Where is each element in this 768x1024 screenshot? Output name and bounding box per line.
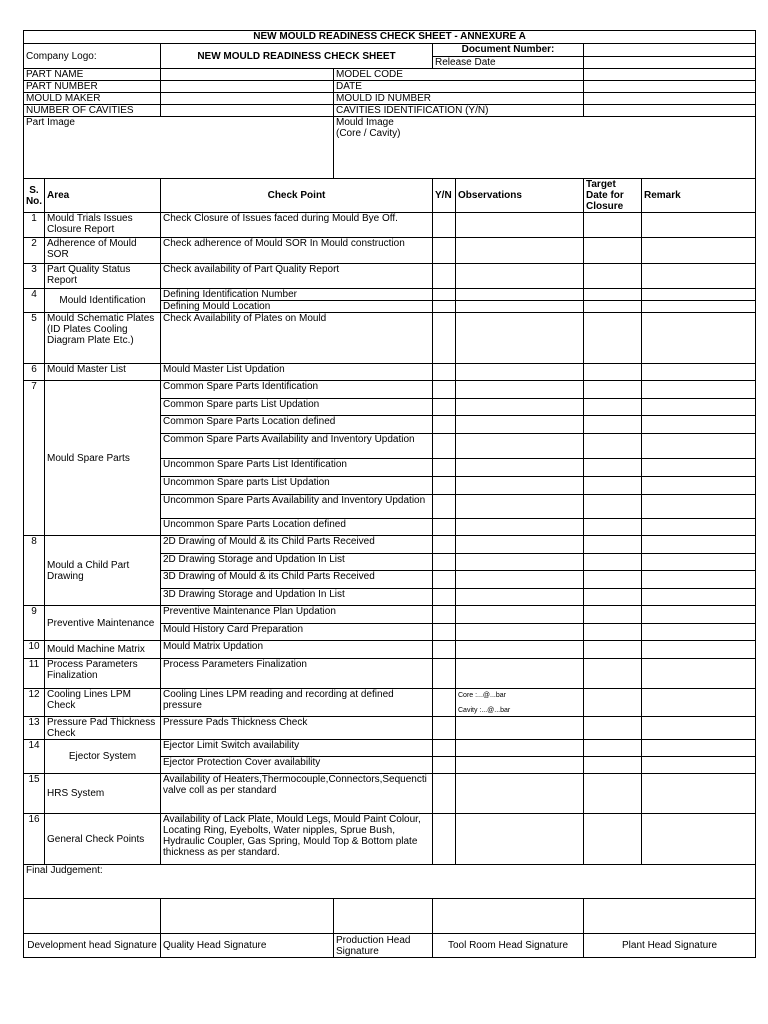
row-check-point: Pressure Pads Thickness Check [161, 717, 433, 740]
row-sno: 10 [24, 641, 45, 659]
document-number-value[interactable] [584, 44, 756, 57]
row-observations-cell[interactable] [456, 459, 584, 477]
check-row [24, 717, 756, 740]
check-sheet-table [23, 30, 756, 958]
cavities-identification-label: CAVITIES IDENTIFICATION (Y/N) [334, 105, 584, 117]
row-area: Pressure Pad Thickness Check [45, 717, 161, 740]
check-row [24, 689, 756, 717]
row-check-point: Uncommon Spare parts List Updation [161, 477, 433, 495]
row-check-point: Mould Matrix Updation [161, 641, 433, 659]
row-observations-cell[interactable] [456, 659, 584, 689]
row-yn-cell[interactable] [433, 641, 456, 659]
col-header-remark: Remark [642, 179, 756, 213]
row-check-point: Mould Master List Updation [161, 364, 433, 381]
row-observations-cell[interactable] [456, 774, 584, 814]
row-yn-cell[interactable] [433, 495, 456, 519]
row-area: Mould Trials Issues Closure Report [45, 213, 161, 238]
row-observations-cell[interactable] [456, 624, 584, 641]
row-remark-cell[interactable] [642, 459, 756, 477]
row-target-date-cell[interactable] [584, 313, 642, 364]
row-yn-cell[interactable] [433, 717, 456, 740]
row-remark-cell[interactable] [642, 641, 756, 659]
part-number-label: PART NUMBER [24, 81, 161, 93]
col-header-target-date: Target Date for Closure [584, 179, 642, 213]
row-yn-cell[interactable] [433, 740, 456, 757]
row-observations-cell[interactable] [456, 641, 584, 659]
row-check-point: Common Spare Parts Availability and Inventory Updation [161, 434, 433, 459]
row-target-date-cell[interactable] [584, 717, 642, 740]
row-area: Mould Machine Matrix [45, 641, 161, 659]
row-sno: 11 [24, 659, 45, 689]
row-area: Adherence of Mould SOR [45, 238, 161, 264]
check-row [24, 814, 756, 865]
check-row [24, 213, 756, 238]
row-check-point: Defining Mould Location [161, 301, 433, 313]
signature-space-plant[interactable] [584, 899, 756, 934]
row-observations-cell[interactable] [456, 519, 584, 536]
row-yn-cell[interactable] [433, 606, 456, 624]
observation-note: Core :...@...bar [458, 691, 506, 699]
number-of-cavities-value[interactable] [161, 105, 334, 117]
mould-image-area[interactable] [334, 117, 756, 179]
row-target-date-cell[interactable] [584, 213, 642, 238]
row-yn-cell[interactable] [433, 689, 456, 717]
row-area: Part Quality Status Report [45, 264, 161, 289]
row-check-point: Uncommon Spare Parts Location defined [161, 519, 433, 536]
row-check-point: Check adherence of Mould SOR In Mould construction [161, 238, 433, 264]
row-area: Preventive Maintenance [45, 606, 161, 641]
row-target-date-cell[interactable] [584, 536, 642, 554]
row-yn-cell[interactable] [433, 571, 456, 589]
row-remark-cell[interactable] [642, 757, 756, 774]
row-sno: 9 [24, 606, 45, 641]
row-observations-cell[interactable] [456, 740, 584, 757]
row-target-date-cell[interactable] [584, 519, 642, 536]
col-header-observations: Observations [456, 179, 584, 213]
row-sno: 6 [24, 364, 45, 381]
row-sno: 3 [24, 264, 45, 289]
row-target-date-cell[interactable] [584, 399, 642, 416]
row-observations-cell[interactable] [456, 495, 584, 519]
row-observations-cell[interactable] [456, 814, 584, 865]
row-target-date-cell[interactable] [584, 774, 642, 814]
row-sno: 5 [24, 313, 45, 364]
row-check-point: Mould History Card Preparation [161, 624, 433, 641]
row-area: Mould a Child Part Drawing [45, 536, 161, 606]
row-check-point: Defining Identification Number [161, 289, 433, 301]
check-row [24, 641, 756, 659]
row-check-point: Uncommon Spare Parts Availability and Inventory Updation [161, 495, 433, 519]
row-observations-cell[interactable] [456, 313, 584, 364]
row-yn-cell[interactable] [433, 459, 456, 477]
mould-maker-label: MOULD MAKER [24, 93, 161, 105]
mould-maker-value[interactable] [161, 93, 334, 105]
row-area: HRS System [45, 774, 161, 814]
sheet-name: NEW MOULD READINESS CHECK SHEET [161, 44, 433, 69]
row-observations-cell[interactable] [456, 264, 584, 289]
check-row [24, 536, 756, 554]
check-sheet [23, 30, 755, 958]
check-row [24, 774, 756, 814]
row-target-date-cell[interactable] [584, 641, 642, 659]
row-observations-cell[interactable] [456, 416, 584, 434]
signature-space-production[interactable] [334, 899, 433, 934]
check-row [24, 264, 756, 289]
check-row [24, 740, 756, 757]
row-target-date-cell[interactable] [584, 495, 642, 519]
row-remark-cell[interactable] [642, 434, 756, 459]
row-yn-cell[interactable] [433, 434, 456, 459]
row-target-date-cell[interactable] [584, 659, 642, 689]
signature-space-tool-room[interactable] [433, 899, 584, 934]
row-observations-cell[interactable] [456, 213, 584, 238]
row-yn-cell[interactable] [433, 554, 456, 571]
release-date-label: Release Date [433, 57, 584, 69]
row-remark-cell[interactable] [642, 814, 756, 865]
row-yn-cell[interactable] [433, 659, 456, 689]
row-target-date-cell[interactable] [584, 301, 642, 313]
sheet-title: NEW MOULD READINESS CHECK SHEET - ANNEXURE A [24, 31, 756, 44]
row-check-point: Process Parameters Finalization [161, 659, 433, 689]
row-remark-cell[interactable] [642, 495, 756, 519]
row-yn-cell[interactable] [433, 774, 456, 814]
col-header-check-point: Check Point [161, 179, 433, 213]
row-remark-cell[interactable] [642, 536, 756, 554]
row-sno: 2 [24, 238, 45, 264]
row-check-point: Availability of Lack Plate, Mould Legs, Mould Paint Colour, Locating Ring, Eyebolts, Water nipples, Sprue Bush, Hydraulic Coupler, Gas Spring, Mould Top & Bottom plate thickness as per standard. [161, 814, 433, 865]
row-target-date-cell[interactable] [584, 554, 642, 571]
signature-space-development[interactable] [24, 899, 161, 934]
signature-tool-room: Tool Room Head Signature [433, 934, 584, 958]
row-target-date-cell[interactable] [584, 589, 642, 606]
row-target-date-cell[interactable] [584, 416, 642, 434]
row-check-point: Cooling Lines LPM reading and recording at defined pressure [161, 689, 433, 717]
row-target-date-cell[interactable] [584, 364, 642, 381]
row-yn-cell[interactable] [433, 264, 456, 289]
row-area: Process Parameters Finalization [45, 659, 161, 689]
check-row [24, 313, 756, 364]
signature-quality: Quality Head Signature [161, 934, 334, 958]
row-observations-cell[interactable] [456, 364, 584, 381]
row-yn-cell[interactable] [433, 301, 456, 313]
row-sno: 16 [24, 814, 45, 865]
row-yn-cell[interactable] [433, 624, 456, 641]
row-yn-cell[interactable] [433, 536, 456, 554]
row-sno: 8 [24, 536, 45, 606]
row-observations-cell[interactable] [456, 399, 584, 416]
row-target-date-cell[interactable] [584, 740, 642, 757]
col-header-area: Area [45, 179, 161, 213]
model-code-value[interactable] [584, 69, 756, 81]
row-area: Mould Identification [45, 289, 161, 313]
row-target-date-cell[interactable] [584, 606, 642, 624]
signature-development: Development head Signature [24, 934, 161, 958]
row-target-date-cell[interactable] [584, 381, 642, 399]
row-area: Mould Spare Parts [45, 381, 161, 536]
row-area: Ejector System [45, 740, 161, 774]
row-target-date-cell[interactable] [584, 264, 642, 289]
signature-space-quality[interactable] [161, 899, 334, 934]
company-logo-label: Company Logo: [24, 44, 161, 69]
check-row [24, 238, 756, 264]
row-yn-cell[interactable] [433, 519, 456, 536]
row-area: General Check Points [45, 814, 161, 865]
row-yn-cell[interactable] [433, 381, 456, 399]
check-row [24, 659, 756, 689]
row-sno: 4 [24, 289, 45, 313]
row-remark-cell[interactable] [642, 571, 756, 589]
release-date-value[interactable] [584, 57, 756, 69]
check-row [24, 381, 756, 399]
part-name-label: PART NAME [24, 69, 161, 81]
row-target-date-cell[interactable] [584, 238, 642, 264]
row-observations-cell[interactable] [456, 757, 584, 774]
row-remark-cell[interactable] [642, 774, 756, 814]
row-target-date-cell[interactable] [584, 289, 642, 301]
row-area: Cooling Lines LPM Check [45, 689, 161, 717]
row-sno: 1 [24, 213, 45, 238]
part-image-label: Part Image [26, 117, 75, 128]
mould-image-label: Mould Image [336, 117, 394, 128]
row-observations-cell[interactable] [456, 606, 584, 624]
row-observations-cell[interactable] [456, 477, 584, 495]
check-row [24, 289, 756, 301]
row-observations-cell[interactable] [456, 301, 584, 313]
row-remark-cell[interactable] [642, 264, 756, 289]
row-check-point: 2D Drawing Storage and Updation In List [161, 554, 433, 571]
row-remark-cell[interactable] [642, 381, 756, 399]
final-judgement-label: Final Judgement: [26, 865, 103, 876]
final-judgement[interactable] [24, 865, 756, 899]
row-check-point: Common Spare Parts Location defined [161, 416, 433, 434]
row-check-point: Preventive Maintenance Plan Updation [161, 606, 433, 624]
row-check-point: Common Spare Parts Identification [161, 381, 433, 399]
row-sno: 15 [24, 774, 45, 814]
check-row [24, 606, 756, 624]
row-remark-cell[interactable] [642, 589, 756, 606]
row-remark-cell[interactable] [642, 717, 756, 740]
row-yn-cell[interactable] [433, 313, 456, 364]
row-remark-cell[interactable] [642, 659, 756, 689]
row-check-point: Check Closure of Issues faced during Mould Bye Off. [161, 213, 433, 238]
row-yn-cell[interactable] [433, 213, 456, 238]
date-label: DATE [334, 81, 584, 93]
row-observations-cell[interactable] [456, 689, 584, 717]
row-target-date-cell[interactable] [584, 624, 642, 641]
row-remark-cell[interactable] [642, 554, 756, 571]
number-of-cavities-label: NUMBER OF CAVITIES [24, 105, 161, 117]
row-target-date-cell[interactable] [584, 459, 642, 477]
row-yn-cell[interactable] [433, 289, 456, 301]
row-remark-cell[interactable] [642, 213, 756, 238]
date-value[interactable] [584, 81, 756, 93]
row-area: Mould Schematic Plates (ID Plates Cooling Diagram Plate Etc.) [45, 313, 161, 364]
observation-note: Cavity :...@...bar [458, 706, 511, 714]
row-remark-cell[interactable] [642, 313, 756, 364]
row-remark-cell[interactable] [642, 519, 756, 536]
row-yn-cell[interactable] [433, 416, 456, 434]
row-yn-cell[interactable] [433, 399, 456, 416]
row-observations-cell[interactable] [456, 589, 584, 606]
row-check-point: Check availability of Part Quality Report [161, 264, 433, 289]
row-yn-cell[interactable] [433, 757, 456, 774]
row-observations-cell[interactable] [456, 717, 584, 740]
mould-image-sublabel: (Core / Cavity) [336, 128, 401, 139]
row-remark-cell[interactable] [642, 689, 756, 717]
row-remark-cell[interactable] [642, 740, 756, 757]
row-check-point: 2D Drawing of Mould & its Child Parts Received [161, 536, 433, 554]
row-check-point: Ejector Limit Switch availability [161, 740, 433, 757]
row-target-date-cell[interactable] [584, 689, 642, 717]
row-observations-cell[interactable] [456, 289, 584, 301]
part-name-value[interactable] [161, 69, 334, 81]
mould-id-number-value[interactable] [584, 93, 756, 105]
row-sno: 13 [24, 717, 45, 740]
cavities-identification-value[interactable] [584, 105, 756, 117]
row-yn-cell[interactable] [433, 477, 456, 495]
row-yn-cell[interactable] [433, 238, 456, 264]
row-observations-cell[interactable] [456, 554, 584, 571]
row-remark-cell[interactable] [642, 477, 756, 495]
row-observations-cell[interactable] [456, 434, 584, 459]
row-check-point: Uncommon Spare Parts List Identification [161, 459, 433, 477]
signature-plant: Plant Head Signature [584, 934, 756, 958]
row-remark-cell[interactable] [642, 416, 756, 434]
row-sno: 7 [24, 381, 45, 536]
model-code-label: MODEL CODE [334, 69, 584, 81]
signature-production: Production Head Signature [334, 934, 433, 958]
row-remark-cell[interactable] [642, 606, 756, 624]
row-yn-cell[interactable] [433, 814, 456, 865]
row-target-date-cell[interactable] [584, 757, 642, 774]
row-remark-cell[interactable] [642, 399, 756, 416]
row-remark-cell[interactable] [642, 238, 756, 264]
row-area: Mould Master List [45, 364, 161, 381]
row-target-date-cell[interactable] [584, 571, 642, 589]
part-image-area[interactable] [24, 117, 334, 179]
row-target-date-cell[interactable] [584, 477, 642, 495]
row-observations-cell[interactable] [456, 536, 584, 554]
mould-id-number-label: MOULD ID NUMBER [334, 93, 584, 105]
check-row [24, 364, 756, 381]
row-check-point: Ejector Protection Cover availability [161, 757, 433, 774]
row-observations-cell[interactable] [456, 571, 584, 589]
row-remark-cell[interactable] [642, 364, 756, 381]
row-remark-cell[interactable] [642, 624, 756, 641]
part-number-value[interactable] [161, 81, 334, 93]
row-sno: 12 [24, 689, 45, 717]
row-observations-cell[interactable] [456, 238, 584, 264]
row-check-point: Common Spare parts List Updation [161, 399, 433, 416]
row-sno: 14 [24, 740, 45, 774]
row-check-point: Availability of Heaters,Thermocouple,Connectors,Sequencti valve coll as per standard [161, 774, 433, 814]
col-header-yn: Y/N [433, 179, 456, 213]
row-yn-cell[interactable] [433, 364, 456, 381]
row-check-point: Check Availability of Plates on Mould [161, 313, 433, 364]
col-header-sno: S. No. [24, 179, 45, 213]
row-check-point: 3D Drawing of Mould & its Child Parts Received [161, 571, 433, 589]
row-target-date-cell[interactable] [584, 814, 642, 865]
row-remark-cell[interactable] [642, 301, 756, 313]
document-number-label: Document Number: [433, 44, 584, 57]
row-target-date-cell[interactable] [584, 434, 642, 459]
row-yn-cell[interactable] [433, 589, 456, 606]
row-observations-cell[interactable] [456, 381, 584, 399]
row-remark-cell[interactable] [642, 289, 756, 301]
row-check-point: 3D Drawing Storage and Updation In List [161, 589, 433, 606]
